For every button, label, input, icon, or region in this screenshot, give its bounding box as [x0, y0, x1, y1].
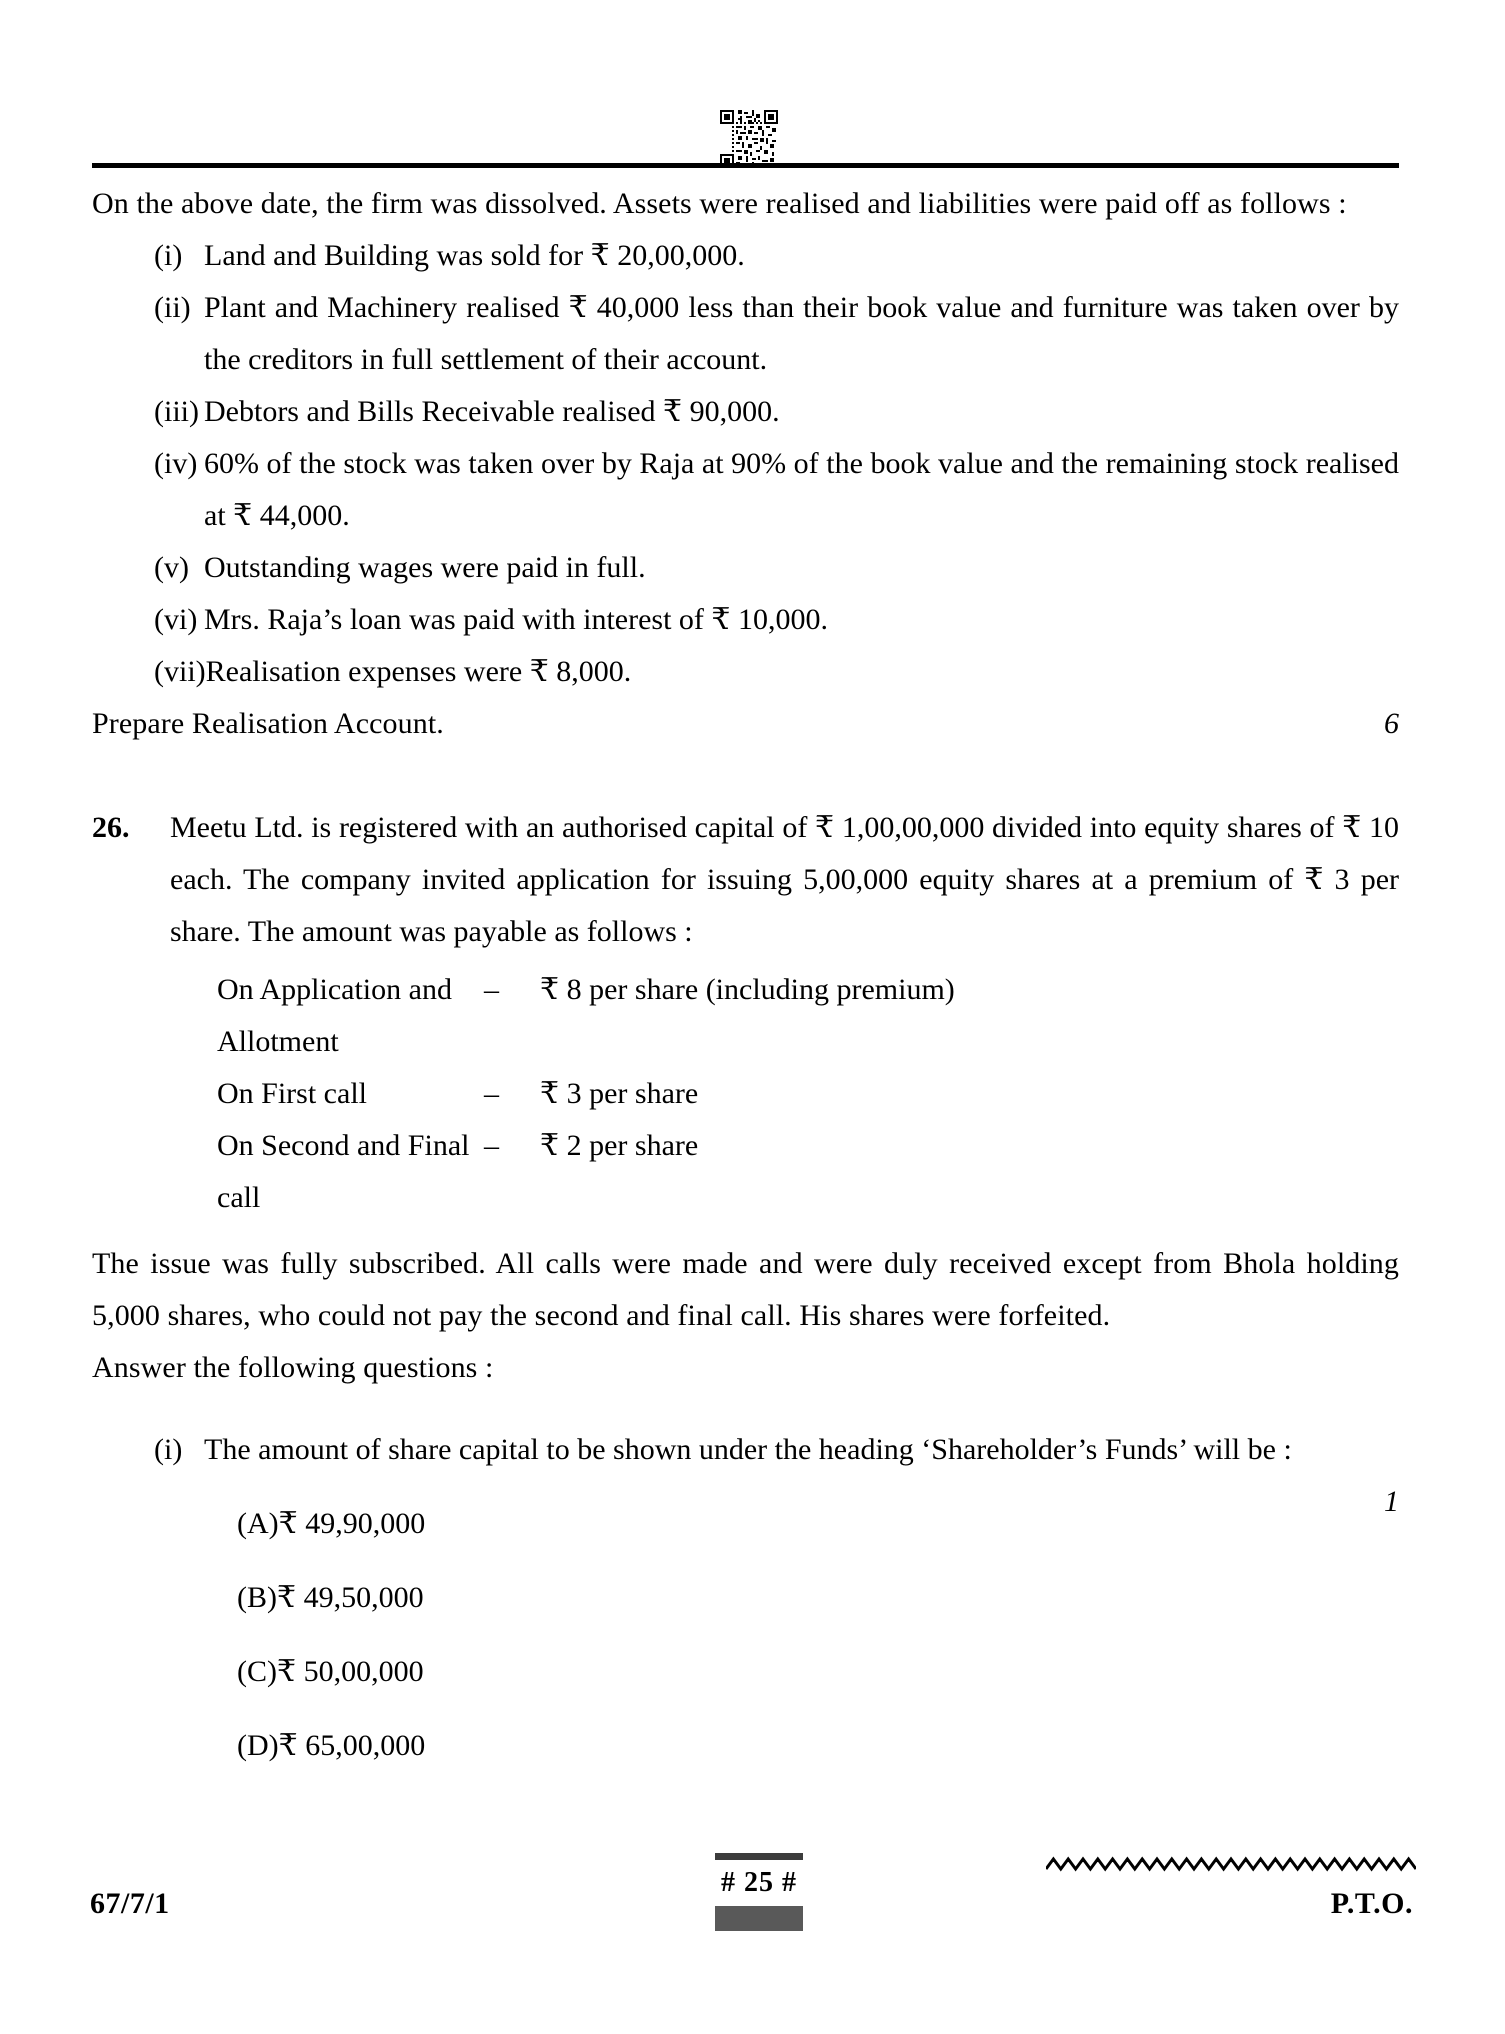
- pto-label: P.T.O.: [1330, 1887, 1413, 1920]
- q25-item-i: [92, 230, 1399, 282]
- option-value: ₹ 49,50,000: [277, 1581, 424, 1614]
- zigzag-rule-icon: [1046, 1853, 1416, 1877]
- q26-subquestion-i: [92, 1424, 1399, 1518]
- option-value: ₹ 50,00,000: [277, 1655, 424, 1688]
- marker-bar-bottom: [715, 1906, 803, 1931]
- item-text: Mrs. Raja’s loan was paid with interest of ₹ 10,000.: [204, 603, 828, 636]
- spacer: [92, 1394, 1399, 1424]
- q25-instruction: Prepare Realisation Account.: [92, 707, 444, 740]
- payment-schedule: [92, 964, 1399, 1224]
- item-text: Debtors and Bills Receivable realised ₹ 90,000.: [204, 395, 780, 428]
- page-number-marker: [694, 1845, 824, 1931]
- item-text: Plant and Machinery realised ₹ 40,000 less than their book value and furniture was taken over by the creditors in full settlement of their account.: [204, 291, 1399, 376]
- item-marker: (ii): [154, 291, 191, 324]
- q25-item-vi: [92, 594, 1399, 646]
- option-b[interactable]: [92, 1572, 1399, 1624]
- q25-instruction-row: [92, 698, 1399, 750]
- schedule-row-first-call: [92, 1068, 1399, 1120]
- q25-marks: 6: [1384, 707, 1399, 740]
- page-footer: [0, 1845, 1505, 1975]
- option-c[interactable]: [92, 1646, 1399, 1698]
- question-26: [92, 802, 1399, 958]
- schedule-value: ₹ 2 per share: [540, 1129, 699, 1162]
- spacer: [92, 1224, 1399, 1238]
- schedule-dash: –: [484, 1129, 499, 1162]
- option-key: (C): [237, 1655, 277, 1688]
- option-value: ₹ 65,00,000: [278, 1729, 426, 1762]
- marker-bar-top: [715, 1853, 803, 1860]
- q25-intro-paragraph: On the above date, the firm was dissolved. Assets were realised and liabilities were paid off as follows :: [92, 187, 1347, 220]
- q25-item-v: [92, 542, 1399, 594]
- option-key: (B): [237, 1581, 277, 1614]
- item-marker: (iv): [154, 447, 198, 480]
- q25-item-iv: [92, 438, 1399, 542]
- qr-code: [720, 110, 778, 168]
- item-marker: (vii): [154, 655, 206, 688]
- option-key: (D): [237, 1729, 279, 1762]
- header-divider-rule: [92, 163, 1399, 168]
- schedule-row-second-final-call: [92, 1120, 1399, 1224]
- q26-note-paragraph: The issue was fully subscribed. All calls were made and were duly received except from Bhola holding 5,000 shares, who could not pay the second and final call. His shares were forfeited.: [92, 1247, 1399, 1332]
- q26-subquestion-marks: 1: [1384, 1485, 1399, 1518]
- subquestion-marker: (i): [154, 1433, 183, 1466]
- option-key: (A): [237, 1507, 279, 1540]
- schedule-dash: –: [484, 1077, 499, 1110]
- q25-item-iii: [92, 386, 1399, 438]
- item-marker: (vi): [154, 603, 198, 636]
- option-value: ₹ 49,90,000: [278, 1507, 426, 1540]
- option-a[interactable]: [92, 1498, 1399, 1550]
- schedule-label: On Application and Allotment: [217, 973, 452, 1058]
- q25-item-ii: [92, 282, 1399, 386]
- item-text: Land and Building was sold for ₹ 20,00,000.: [204, 239, 745, 272]
- schedule-label: On Second and Final call: [217, 1129, 470, 1214]
- item-marker: (i): [154, 239, 183, 272]
- paper-code: 67/7/1: [90, 1887, 170, 1920]
- q26-answer-prompt: Answer the following questions :: [92, 1351, 494, 1384]
- schedule-value: ₹ 8 per share (including premium): [540, 973, 955, 1006]
- schedule-label: On First call: [217, 1077, 367, 1110]
- schedule-row-application-allotment: [92, 964, 1399, 1068]
- page-number-text: # 25 #: [721, 1867, 797, 1898]
- item-text: 60% of the stock was taken over by Raja at 90% of the book value and the remaining stock realised at ₹ 44,000.: [204, 447, 1399, 532]
- item-text: Realisation expenses were ₹ 8,000.: [205, 655, 632, 688]
- spacer: [92, 750, 1399, 802]
- schedule-value: ₹ 3 per share: [540, 1077, 699, 1110]
- item-marker: (v): [154, 551, 189, 584]
- question-number: 26.: [92, 811, 130, 844]
- item-text: Outstanding wages were paid in full.: [204, 551, 646, 584]
- item-marker: (iii): [154, 395, 199, 428]
- page-header: [0, 0, 1505, 172]
- subquestion-text: The amount of share capital to be shown under the heading ‘Shareholder’s Funds’ will be :: [204, 1433, 1292, 1466]
- option-d[interactable]: [92, 1720, 1399, 1772]
- q25-item-vii: [92, 646, 1399, 698]
- page-content: [92, 178, 1399, 1772]
- question-stem: Meetu Ltd. is registered with an authorised capital of ₹ 1,00,00,000 divided into equity shares of ₹ 10 each. The company invited application for issuing 5,00,000 equity shares at a premium of ₹ 3 per share. The amount was payable as follows :: [170, 811, 1399, 948]
- schedule-dash: –: [484, 973, 499, 1006]
